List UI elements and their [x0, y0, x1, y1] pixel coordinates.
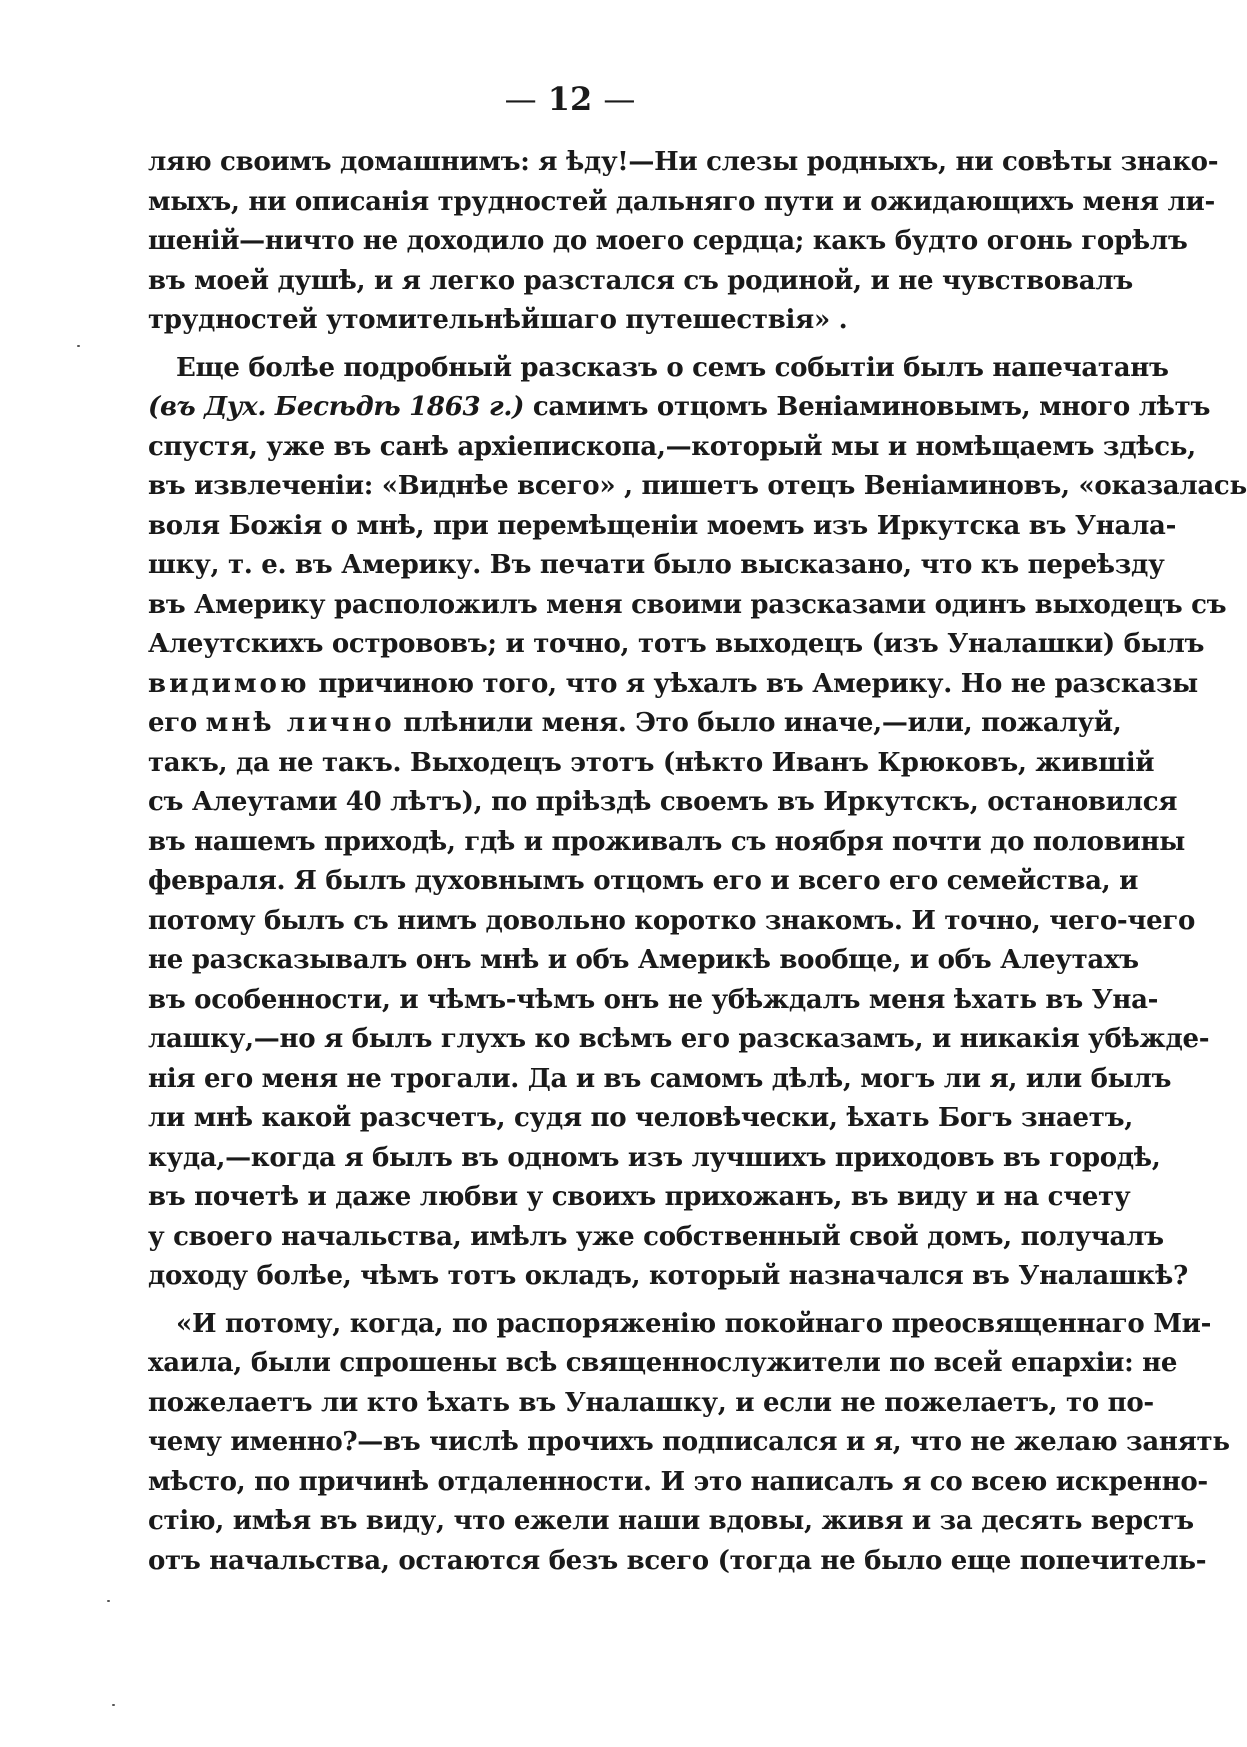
text-line: куда,—когда я былъ въ одномъ изъ лучшихъ приходовъ въ городѣ,	[148, 1142, 1161, 1173]
text-line: Еще болѣе подробный разсказъ о семъ событіи былъ напечатанъ	[176, 352, 1169, 383]
text-line: доходу болѣе, чѣмъ тотъ окладъ, который назначался въ Уналашкѣ?	[148, 1261, 1188, 1291]
text-line: хаила, были спрошены всѣ священнослужители по всей епархіи: не	[148, 1348, 1178, 1378]
text-line: отъ начальства, остаются безъ всего (тогда не было еще попечитель-	[148, 1545, 1207, 1576]
text-line: въ почетѣ и даже любви у своихъ прихожанъ, въ виду и на счету	[148, 1182, 1131, 1212]
paragraph-3	[148, 1305, 1230, 1582]
text-fragment: причиною того, что я уѣхалъ въ Америку. Но не разсказы	[309, 668, 1198, 699]
scan-speck	[112, 1704, 115, 1706]
page-number: 12	[547, 80, 593, 118]
text-line: нія его меня не трогали. Да и въ самомъ дѣлѣ, могъ ли я, или былъ	[148, 1063, 1172, 1094]
text-line: у своего начальства, имѣлъ уже собственный свой домъ, получалъ	[148, 1221, 1164, 1252]
text-line: спустя, уже въ санѣ архіепископа,—который мы и номѣщаемъ здѣсь,	[148, 431, 1196, 462]
text-line	[148, 388, 1211, 428]
text-line: въ особенности, и чѣмъ-чѣмъ онъ не убѣждалъ меня ѣхать въ Уна-	[148, 984, 1159, 1015]
text-line: стію, имѣя въ виду, что ежели наши вдовы, живя и за десять верстъ	[148, 1506, 1194, 1536]
text-line: съ Алеутами 40 лѣтъ), по пріѣздѣ своемъ въ Иркутскъ, остановился	[148, 787, 1178, 817]
page-number-dash-left: —	[504, 80, 537, 118]
scan-speck	[107, 1600, 110, 1602]
text-line: мѣсто, по причинѣ отдаленности. И это написалъ я со всею искренно-	[148, 1466, 1208, 1497]
text-line: Алеутскихъ острововъ; и точно, тотъ выходецъ (изъ Уналашки) былъ	[148, 629, 1205, 659]
text-line: воля Божія о мнѣ, при перемѣщеніи моемъ изъ Иркутска въ Унала-	[148, 510, 1177, 541]
paragraph-2	[148, 349, 1247, 1297]
body-text	[148, 143, 1247, 1581]
text-line: чему именно?—въ числѣ прочихъ подписался и я, что не желаю занять	[148, 1427, 1230, 1457]
text-fragment: его	[148, 708, 206, 738]
text-line: лашку,—но я былъ глухъ ко всѣмъ его разсказамъ, и никакія убѣжде-	[148, 1024, 1210, 1054]
text-line: мыхъ, ни описанія трудностей дальняго пути и ожидающихъ меня ли-	[148, 186, 1215, 217]
text-line: въ нашемъ приходѣ, гдѣ и проживалъ съ ноября почти до половины	[148, 826, 1185, 857]
text-line: ли мнѣ какой разсчетъ, судя по человѣчески, ѣхать Богъ знаетъ,	[148, 1103, 1133, 1133]
text-line: потому былъ съ нимъ довольно коротко знакомъ. И точно, чего-чего	[148, 905, 1196, 936]
text-line	[148, 665, 1198, 705]
text-line	[148, 704, 1122, 744]
text-line: шку, т. е. въ Америку. Въ печати было высказано, что къ переѣзду	[148, 550, 1165, 580]
paragraph-1	[148, 143, 1219, 341]
page-number-header	[0, 80, 1140, 118]
page-number-dash-right: —	[603, 80, 636, 118]
text-fragment: самимъ отцомъ Веніаминовымъ, много лѣтъ	[524, 392, 1211, 422]
text-line: ляю своимъ домашнимъ: я ѣду!—Ни слезы родныхъ, ни совѣты знако-	[148, 147, 1219, 177]
text-line: не разсказывалъ онъ мнѣ и объ Америкѣ вообще, и объ Алеутахъ	[148, 945, 1139, 975]
scan-speck	[77, 345, 80, 347]
emphasis-spaced: мнѣ лично	[205, 708, 395, 738]
emphasis-spaced: видимою	[148, 668, 310, 699]
citation-italic: (въ Дух. Бесѣдѣ 1863 г.)	[148, 392, 525, 422]
text-line: пожелаетъ ли кто ѣхать въ Уналашку, и если не пожелаетъ, то по-	[148, 1387, 1154, 1418]
text-fragment: плѣнили меня. Это было иначе,—или, пожалуй,	[394, 708, 1122, 738]
text-line: шеній—ничто не доходило до моего сердца; какъ будто огонь горѣлъ	[148, 226, 1188, 256]
text-line: въ моей душѣ, и я легко разстался съ родиной, и не чувствовалъ	[148, 265, 1133, 296]
text-line: «И потому, когда, по распоряженію покойнаго преосвященнаго Ми-	[176, 1308, 1212, 1339]
text-line: такъ, да не такъ. Выходецъ этотъ (нѣкто Иванъ Крюковъ, жившій	[148, 747, 1155, 778]
text-line: въ Америку расположилъ меня своими разсказами одинъ выходецъ съ	[148, 589, 1227, 620]
text-line: февраля. Я былъ духовнымъ отцомъ его и всего его семейства, и	[148, 866, 1139, 896]
text-line: трудностей утомительнѣйшаго путешествія» .	[148, 305, 848, 335]
text-line: въ извлеченіи: «Виднѣе всего» , пишетъ отецъ Веніаминовъ, «оказалась	[148, 471, 1247, 501]
